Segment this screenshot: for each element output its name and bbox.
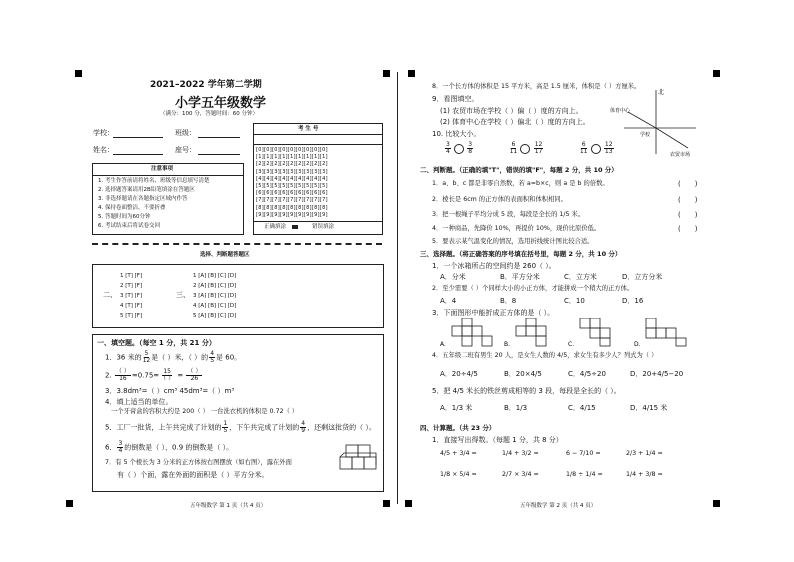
notes-item-4: 4. 保持卷面整洁，不要折叠 [98,205,166,211]
choice-5-options: A．1/3 米 B．1/3 C．4/15 D．4/15 米 [440,404,668,412]
q2: 2. $\frac{( )}{16}$ =0.75= $\frac{15}{( )}$ = $\frac{( )}{26}$ [105,368,202,382]
exam-subject-title: 小学五年级数学 [175,96,267,111]
choice-row-5[interactable]: 5 [A] [B] [C] [D] [193,313,237,319]
q9b: (2) 体育中心在学校（ ）偏北（ ）度的方向上。 [440,118,590,126]
choice-row-2[interactable]: 2 [A] [B] [C] [D] [193,283,237,289]
cube-nets-figure [440,318,700,348]
name-label: 姓名： [93,146,114,154]
exam-year: 2021–2022 学年第二学期 [150,80,262,90]
q8: 8．一个长方体的体积是 15 平方米，高是 1.5 厘米，体积是（ ）方厘米。 [432,83,641,90]
footer-left: 五年级数学 第 1 页（共 4 页） [190,503,267,509]
choice-3: 3．下面图形中能折成正方体的是（ ）。 [432,309,555,317]
judge-row-1[interactable]: 1 [T] [F] [120,273,143,279]
calc-title: 1．直接写出得数。（每题 1 分，共 8 分） [432,436,563,444]
q5: 5．工厂一批货，上午共完成了计划的 $\frac{1}{5}$ ，下午共完成了计划的 $\frac{4}{9}$ ，还剩这批货的（ ）。 [105,420,376,434]
svg-text:D.: D. [634,341,641,348]
compass-sports-label: 体育中心 [610,108,631,114]
judge-4: 4．一种商品，先降价 10%，再提价 10%，现价比原价低。 [432,225,601,232]
exam-digit-row[interactable]: [5][5][5][5][5][5][5][5][5] [256,183,328,190]
answer-section-2-label: 二、 [103,291,117,299]
exam-digit-row[interactable]: [3][3][3][3][3][3][3][3][3] [256,168,328,175]
svg-text:A.: A. [440,341,446,348]
judge-5: 5．要表示某气温变化的情况，选用折线统计图比较合适。 [432,238,594,245]
choice-4: 4．五年级二班有男生 20 人，是女生人数的 4/5，求女生有多少人？列式为（ ） [432,352,658,359]
judge-2-blank[interactable]: ( ) [678,196,698,204]
judge-row-3[interactable]: 3 [T] [F] [120,293,143,299]
part3-title: 三、选择题。（将正确答案的序号填在括号里，每题 2 分，共 10 分） [420,250,622,258]
exam-digit-row[interactable]: [8][8][8][8][8][8][8][8][8] [256,204,328,211]
notes-item-2: 2. 选择题答案请用2B铅笔填涂在答题区 [98,187,195,193]
exam-digit-row[interactable]: [0][0][0][0][0][0][0][0][0] [256,147,328,153]
school-label: 学校： [93,129,114,137]
exam-digit-row[interactable]: [2][2][2][2][2][2][2][2][2] [256,161,328,168]
compare-row: $\frac{3}{4}$ $\frac{3}{8}$ $\frac{6}{11}$ $\frac{12}{17}$ $\frac{6}{11}$ $\frac{12}{13}$ [446,141,613,155]
q4b: 一个牙膏盒的容积大约是 200（ ） 一台洗衣机的体积是 0.72（ ） [111,408,299,415]
judge-4-blank[interactable]: ( ) [678,225,698,233]
part2-title: 二、判断题。（正确的填"T"，错误的填"F"，每题 2 分，共 10 分） [420,166,618,174]
choice-5: 5．把 4/5 米长的铁丝剪成相等的 3 段，每段是全长的（ ）。 [432,387,621,395]
exam-digit-row[interactable]: [1][1][1][1][1][1][1][1][1] [256,154,328,161]
part4-title: 四、计算题。（共 23 分） [420,424,496,432]
svg-text:C.: C. [568,341,575,348]
legend-correct: 正确填涂 [264,224,287,230]
svg-text:B.: B. [504,341,511,348]
judge-3: 3．把一根绳子平均分成 5 段，每段是全长的 1/5 米。 [432,211,585,218]
exam-number-title: 考 生 号 [298,126,319,132]
exam-digit-row[interactable]: [9][9][9][9][9][9][9][9][9] [256,211,328,218]
judge-3-blank[interactable]: ( ) [678,211,698,219]
q7b: 有（ ）个面，露在外面的面积是（ ）平方分米。 [117,471,269,479]
legend-wrong: 错误填涂 [312,224,335,230]
calc-row-1: 4/5 + 3/4 = 1/4 + 3/2 = 6 − 7/10 = 2/3 + 1/4 = [440,450,663,457]
exam-digit-row[interactable]: [6][6][6][6][6][6][6][6][6] [256,190,328,197]
exam-digit-row[interactable]: [4][4][4][4][4][4][4][4][4] [256,175,328,182]
exam-meta: （满分：100 分，答题时间：60 分钟） [160,111,258,117]
q7: 7．有 5 个棱长为 3 分米的正方体按右图摆放（如右图），露在外面 [105,459,292,466]
notes-item-5: 5. 答题时间为60分钟 [98,214,151,220]
calc-row-2: 1/8 × 5/4 = 2/7 × 3/4 = 1/8 ÷ 1/4 = 1/4 + 3/8 = [440,471,663,478]
q10: 10. 比较大小。 [432,130,481,138]
choice-1-options: A．分米 B．平方分米 C．立方米 D．立方分米 [440,273,663,281]
q1: 1．36 米的 $\frac{5}{12}$ 是（ ）米，（ ）的 $\frac{4}{5}$ 是 60。 [105,350,242,364]
judge-row-2[interactable]: 2 [T] [F] [120,283,143,289]
q6: 6． $\frac{3}{4}$ 的倒数是（ ），0.9 的倒数是（ ）。 [105,440,234,454]
compass-north-label: 北 [658,89,665,96]
choice-row-4[interactable]: 4 [A] [B] [C] [D] [193,303,237,309]
q9a: (1) 农贸市场在学校（ ）偏（ ）度的方向上。 [440,107,583,115]
q4: 4．填上适当的单位。 [105,398,173,406]
seat-label: 座号： [175,146,196,154]
notes-title: 注意事项 [151,166,174,172]
choice-row-3[interactable]: 3 [A] [B] [C] [D] [193,293,237,299]
compass-market-label: 农贸市场 [670,152,691,158]
choice-2: 2．至少需要（ ）个同样大小的小正方体，才能拼成一个稍大的正方体。 [432,285,634,292]
answer-area-title: 选择、判断题答题区 [200,252,250,258]
answer-section-3-label: 三、 [176,291,190,299]
notes-item-3: 3. 非选择题请在各题指定区域内作答 [98,196,188,202]
choice-4-options: A．20÷4/5 B．20×4/5 C．4/5÷20 D．20+4/5−20 [440,370,684,378]
judge-row-4[interactable]: 4 [T] [F] [120,303,143,309]
part1-title: 一、填空题。（每空 1 分，共 21 分） [97,339,216,347]
compass-map-figure [610,82,702,158]
q9: 9．看图填空。 [432,95,479,103]
judge-row-5[interactable]: 5 [T] [F] [120,313,143,319]
notes-item-1: 1. 考生作答前请将姓名、班级等信息填写清楚 [98,178,210,184]
choice-row-1[interactable]: 1 [A] [B] [C] [D] [193,273,237,279]
footer-right: 五年级数学 第 2 页（共 4 页） [520,503,597,509]
exam-digit-row[interactable]: [7][7][7][7][7][7][7][7][7] [256,197,328,204]
class-label: 班级： [175,129,196,137]
q3: 3．3.8dm³=（ ）cm³ 45dm³=（ ）m³ [105,387,235,395]
choice-1: 1．一个冰箱所占的空间约是 260（ ）。 [432,262,556,270]
notes-item-6: 6. 考试结束后将试卷交回 [98,223,160,229]
judge-2: 2．棱长是 6cm 的正方体的表面积和体积相同。 [432,196,567,203]
judge-1: 1．a、b、c 都是非零自然数，若 a=b×c，则 a 是 b 的倍数。 [432,180,609,187]
choice-2-options: A．4 B．8 C．10 D．16 [440,297,644,305]
judge-1-blank[interactable]: ( ) [678,180,698,188]
compass-school-label: 学校 [640,132,651,138]
